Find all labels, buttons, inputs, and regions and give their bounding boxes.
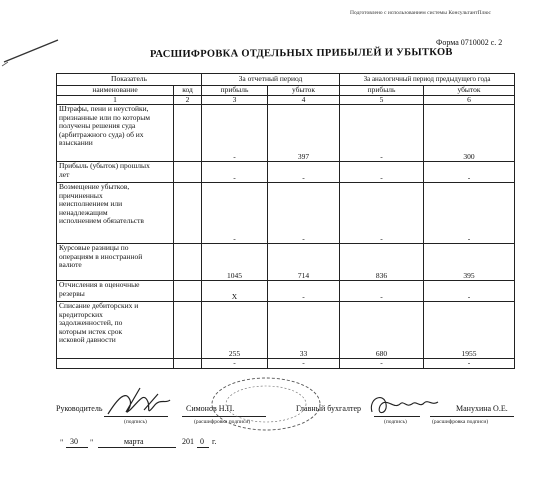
- accountant-label: Главный бухгалтер: [296, 404, 361, 413]
- cell-code: [174, 244, 202, 281]
- date-close-quote: ": [90, 438, 94, 447]
- row-name-line: неисполнением или: [59, 199, 123, 209]
- row-name-line: Прибыль (убыток) прошлых: [59, 161, 150, 171]
- row-name-line: лет: [59, 169, 70, 179]
- table-row: [57, 162, 515, 183]
- head-signature-caption: (подпись): [124, 419, 147, 425]
- accountant-name: Манухина О.Е.: [456, 404, 508, 413]
- date-open-quote: ": [60, 438, 64, 447]
- header-loss-current: убыток: [268, 86, 340, 96]
- accountant-decoding-caption: (расшифровка подписи): [432, 419, 489, 425]
- date-month: марта: [124, 437, 144, 446]
- cell-code: [174, 302, 202, 359]
- header-current-period: За отчетный период: [202, 74, 340, 86]
- row-name: [57, 105, 174, 162]
- cell-loss-prev: -: [424, 183, 515, 244]
- cell-profit-cur: 1045: [202, 244, 268, 281]
- cell-profit-cur: -: [202, 359, 268, 368]
- cell-loss-prev: -: [424, 281, 515, 302]
- head-decoding-caption: (расшифровка подписи): [194, 419, 251, 425]
- table-row: [57, 359, 515, 368]
- row-name-line: ненадлежащим: [59, 207, 108, 217]
- row-name-line: (арбитражного суда) об их: [59, 129, 144, 139]
- table-body: [57, 105, 515, 368]
- cell-loss-prev: 300: [424, 105, 515, 162]
- cell-profit-cur: -: [202, 162, 268, 183]
- table-row: [57, 244, 515, 281]
- header-code: код: [174, 86, 202, 96]
- row-name-line: резервы: [59, 288, 85, 298]
- row-name-line: Отчисления в оценочные: [59, 280, 140, 290]
- cell-profit-prev: -: [340, 359, 424, 368]
- table-row: [57, 302, 515, 359]
- column-number: 4: [268, 96, 340, 105]
- form-code: Форма 0710002 с. 2: [436, 38, 503, 47]
- cell-profit-prev: -: [340, 105, 424, 162]
- cell-loss-cur: 397: [268, 105, 340, 162]
- cell-loss-cur: 714: [268, 244, 340, 281]
- cell-loss-cur: -: [268, 162, 340, 183]
- cell-code: [174, 183, 202, 244]
- row-name-line: исковой давности: [59, 334, 116, 344]
- header-previous-period: За аналогичный период предыдущего года: [340, 74, 515, 86]
- cell-loss-prev: 395: [424, 244, 515, 281]
- date-year-prefix: 201: [182, 437, 194, 446]
- cell-profit-cur: -: [202, 105, 268, 162]
- head-name: Симонов Н.П.: [186, 404, 235, 413]
- column-number: 2: [174, 96, 202, 105]
- column-number: 6: [424, 96, 515, 105]
- source-note: Подготовлено с использованием системы КонсультантПлюс: [350, 10, 491, 16]
- row-name-line: валюте: [59, 260, 82, 270]
- date-suffix: г.: [212, 437, 217, 446]
- document-title: РАСШИФРОВКА ОТДЕЛЬНЫХ ПРИБЫЛЕЙ И УБЫТКОВ: [149, 46, 453, 61]
- row-name-line: кредиторских: [59, 309, 103, 319]
- date-day: 30: [70, 437, 78, 446]
- cell-loss-prev: -: [424, 359, 515, 368]
- header-loss-previous: убыток: [424, 86, 515, 96]
- row-name-line: задолженностей, по: [59, 318, 123, 328]
- header-profit-previous: прибыль: [340, 86, 424, 96]
- row-name-line: Возмещение убытков,: [59, 182, 130, 192]
- row-name-line: операциям в иностранной: [59, 251, 143, 261]
- row-name: [57, 244, 174, 281]
- cell-profit-cur: X: [202, 281, 268, 302]
- header-profit-current: прибыль: [202, 86, 268, 96]
- row-name-line: Штрафы, пени и неустойки,: [59, 104, 149, 114]
- accountant-signature-caption: (подпись): [384, 419, 407, 425]
- row-name-line: причиненных: [59, 190, 103, 200]
- cell-loss-cur: 33: [268, 302, 340, 359]
- row-name-line: Списание дебиторских и: [59, 301, 139, 311]
- row-name: [57, 281, 174, 302]
- header-row-1: [57, 74, 515, 86]
- company-stamp-image: [206, 370, 326, 434]
- row-name-line: исполнением обязательств: [59, 215, 144, 225]
- profit-loss-table: [56, 73, 515, 369]
- accountant-signature-image: [366, 390, 446, 422]
- row-name: [57, 183, 174, 244]
- header-row-2: [57, 86, 515, 96]
- cell-loss-prev: 1955: [424, 302, 515, 359]
- cell-profit-prev: 680: [340, 302, 424, 359]
- cell-code: [174, 105, 202, 162]
- cell-loss-cur: -: [268, 183, 340, 244]
- row-name-line: которым истек срок: [59, 326, 123, 336]
- row-name-line: взыскании: [59, 137, 93, 147]
- cell-profit-prev: -: [340, 162, 424, 183]
- header-indicator: Показатель: [57, 74, 202, 86]
- cell-profit-cur: 255: [202, 302, 268, 359]
- cell-code: [174, 162, 202, 183]
- table-row: [57, 105, 515, 162]
- row-name-line: получены решения суда: [59, 121, 136, 131]
- cell-loss-cur: -: [268, 281, 340, 302]
- head-label: Руководитель: [56, 404, 103, 413]
- cell-profit-prev: -: [340, 281, 424, 302]
- cell-loss-cur: -: [268, 359, 340, 368]
- cell-profit-prev: 836: [340, 244, 424, 281]
- cell-code: [174, 359, 202, 368]
- column-number: 3: [202, 96, 268, 105]
- header-name: наименование: [57, 86, 174, 96]
- row-name-line: Курсовые разницы по: [59, 243, 129, 253]
- row-name: [57, 359, 174, 368]
- cell-code: [174, 281, 202, 302]
- table-row: [57, 281, 515, 302]
- column-number: 1: [57, 96, 174, 105]
- date-year-digit: 0: [200, 437, 204, 446]
- row-name: [57, 302, 174, 359]
- cell-loss-prev: -: [424, 162, 515, 183]
- table-row: [57, 183, 515, 244]
- cell-profit-cur: -: [202, 183, 268, 244]
- row-name-line: признанные или по которым: [59, 112, 151, 122]
- row-name: [57, 162, 174, 183]
- cell-profit-prev: -: [340, 183, 424, 244]
- column-number: 5: [340, 96, 424, 105]
